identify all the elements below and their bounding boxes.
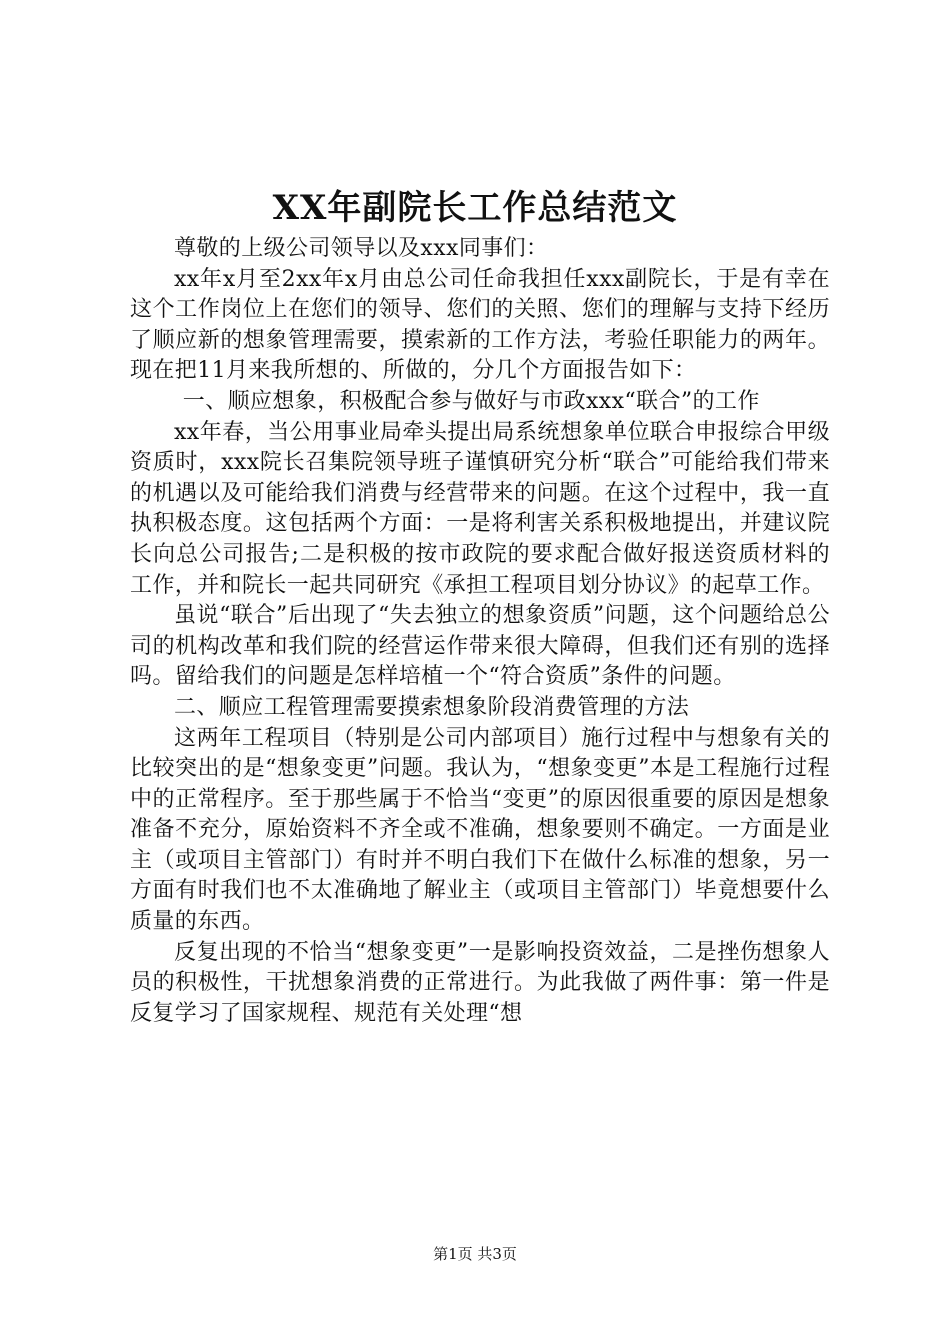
document-body bbox=[130, 234, 830, 1029]
section-1-paragraph-1: xx年春，当公用事业局牵头提出局系统想象单位联合申报综合甲级资质时，xxx院长召集院领导班子谨慎研究分析“联合”可能给我们带来的机遇以及可能给我们消费与经营带来的问题。在这个过程中，我一直执积极态度。这包括两个方面：一是将利害关系积极地提出，并建议院长向总公司报告;二是积极的按市政院的要求配合做好报送资质材料的工作，并和院长一起共同研究《承担工程项目划分协议》的起草工作。 bbox=[130, 419, 830, 598]
intro-paragraph: xx年x月至2xx年x月由总公司任命我担任xxx副院长，于是有幸在这个工作岗位上在您们的领导、您们的关照、您们的理解与支持下经历了顺应新的想象管理需要，摸索新的工作方法，考验任职能力的两年。现在把11月来我所想的、所做的，分几个方面报告如下： bbox=[130, 266, 830, 384]
section-2-paragraph-1: 这两年工程项目（特别是公司内部项目）施行过程中与想象有关的比较突出的是“想象变更”问题。我认为，“想象变更”本是工程施行过程中的正常程序。至于那些属于不恰当“变更”的原因很重要的原因是想象准备不充分，原始资料不齐全或不准确，想象要则不确定。一方面是业主（或项目主管部门）有时并不明白我们下在做什么标准的想象，另一方面有时我们也不太准确地了解业主（或项目主管部门）毕竟想要什么质量的东西。 bbox=[130, 725, 830, 935]
section-heading-1: 一、顺应想象，积极配合参与做好与市政xxx“联合”的工作 bbox=[182, 388, 760, 414]
section-1-paragraph-2: 虽说“联合”后出现了“失去独立的想象资质”问题，这个问题给总公司的机构改革和我们院的经营运作带来很大障碍，但我们还有别的选择吗。留给我们的问题是怎样培植一个“符合资质”条件的问题。 bbox=[130, 603, 830, 690]
page-footer: 第1页 共3页 bbox=[433, 1245, 517, 1263]
salutation-paragraph: 尊敬的上级公司领导以及xxx同事们： bbox=[174, 236, 549, 261]
section-2-paragraph-2: 反复出现的不恰当“想象变更”一是影响投资效益，二是挫伤想象人员的积极性，干扰想象消费的正常进行。为此我做了两件事：第一件是反复学习了国家规程、规范有关处理“想 bbox=[130, 939, 830, 1026]
document-title: XX年副院长工作总结范文 bbox=[272, 188, 678, 228]
section-heading-2: 二、顺应工程管理需要摸索想象阶段消费管理的方法 bbox=[174, 694, 690, 720]
